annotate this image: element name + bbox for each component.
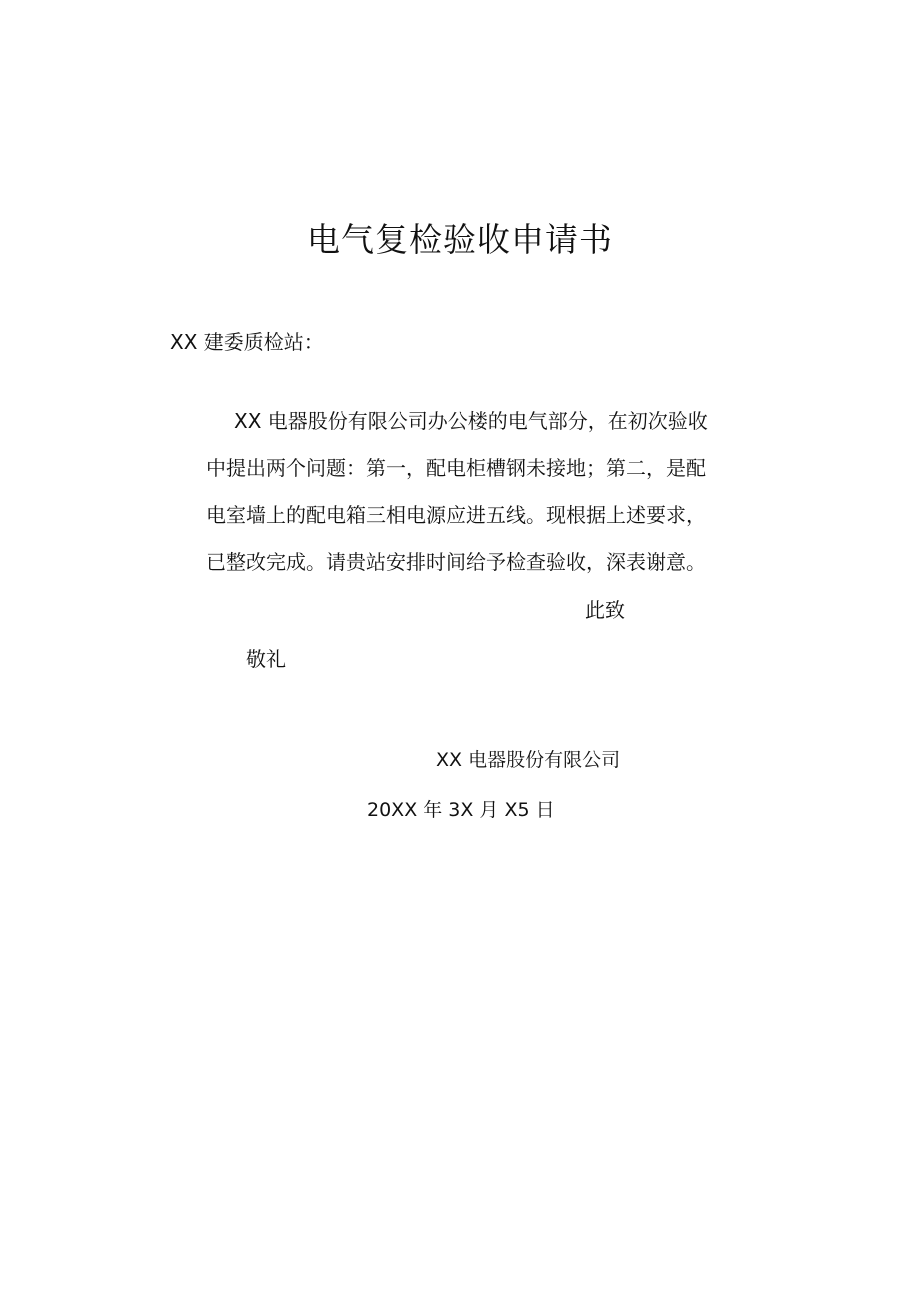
body-paragraph <box>206 398 754 586</box>
signer-company: XX 电器股份有限公司 <box>436 749 621 771</box>
body-line: 中提出两个问题：第一，配电柜槽钢未接地；第二，是配 <box>206 456 706 480</box>
closing-cizhi: 此致 <box>585 598 625 622</box>
body-line: 电室墙上的配电箱三相电源应进五线。现根据上述要求， <box>206 503 706 527</box>
body-line: XX 电器股份有限公司办公楼的电气部分，在初次验收 <box>234 409 708 433</box>
body-line: 已整改完成。请贵站安排时间给予检查验收，深表谢意。 <box>206 550 706 574</box>
salutation: XX 建委质检站： <box>170 330 324 354</box>
document-title: 电气复检验收申请书 <box>307 220 613 259</box>
closing-jingli: 敬礼 <box>246 647 286 671</box>
signature-date: 20XX 年 3X 月 X5 日 <box>367 799 555 821</box>
